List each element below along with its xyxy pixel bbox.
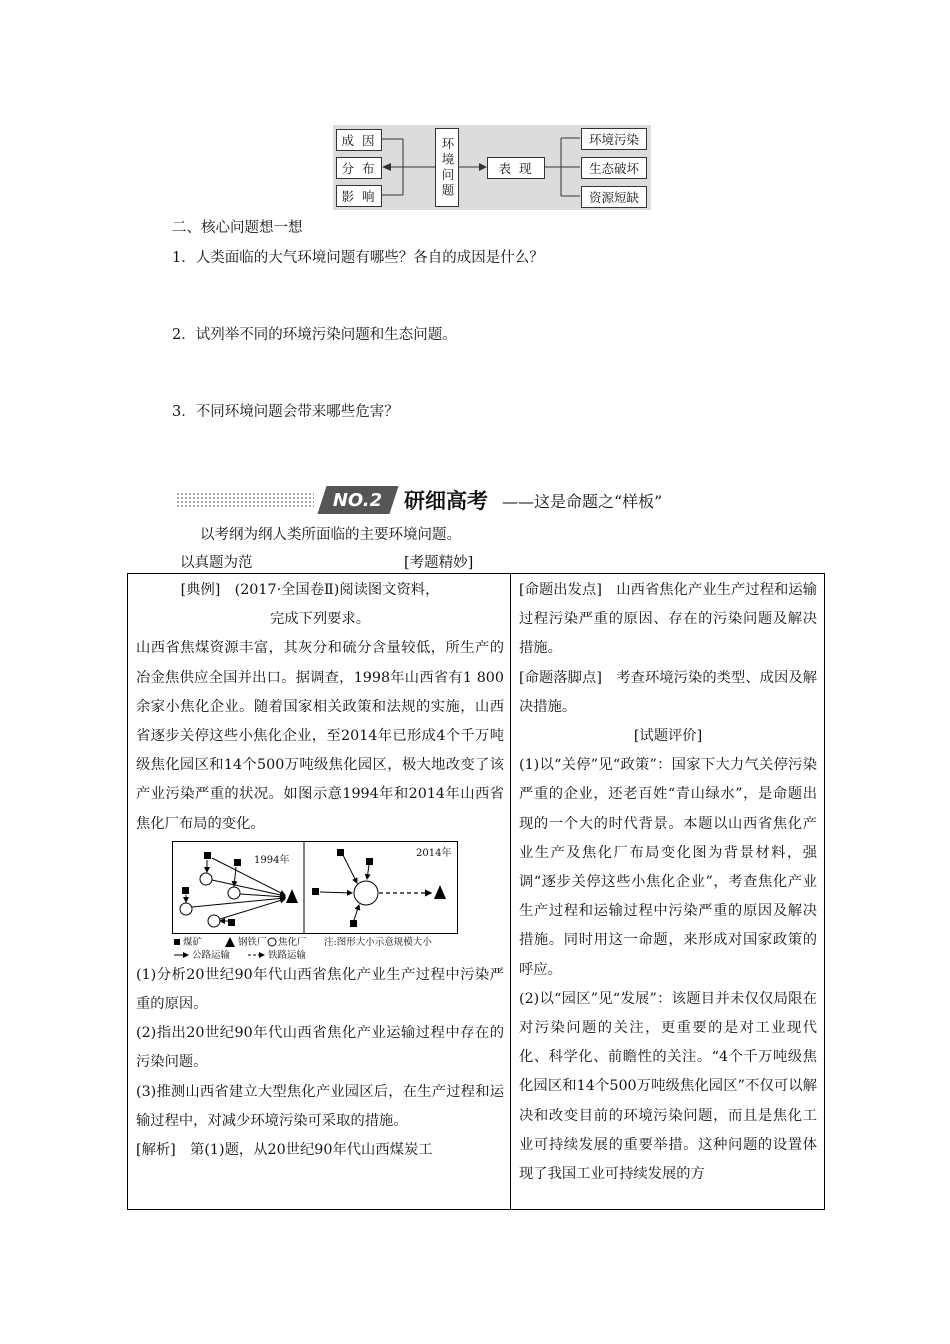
left-column	[136, 576, 504, 1165]
legend-road: 公路运输	[192, 949, 231, 961]
section-banner	[172, 483, 772, 517]
banner-dot-pattern	[176, 492, 314, 508]
diagram-box-ecological-damage: 生态破坏	[581, 157, 647, 179]
evaluation-title: [试题评价]	[633, 728, 703, 745]
question-focus: [命题落脚点] 考查环境污染的类型、成因及解决措施。	[519, 669, 817, 715]
diagram-box-distribution: 分 布	[336, 157, 382, 179]
column-divider	[510, 574, 511, 1209]
coking-layout-map	[172, 841, 458, 961]
example-header-2: 完成下列要求。	[269, 611, 371, 628]
question-origin: [命题出发点] 山西省焦化产业生产过程和运输过程污染严重的原因、存在的污染问题及解决措施。	[519, 582, 817, 657]
banner-title: 研细高考	[404, 489, 488, 513]
banner-subtitle: ——这是命题之“样板”	[502, 492, 663, 511]
map-year-1994: 1994年	[254, 854, 290, 866]
section-heading: 二、核心问题想一想	[172, 220, 303, 236]
sub-question-3: (3)推测山西省建立大型焦化产业园区后，在生产过程和运输过程中，对减少环境污染可采取的措施。	[136, 1083, 504, 1129]
intro-line-2-left: 以真题为范	[180, 555, 253, 571]
diagram-box-manifestation: 表 现	[487, 157, 545, 179]
sub-question-1: (1)分析20世纪90年代山西省焦化产业生产过程中污染严重的原因。	[136, 966, 504, 1013]
diagram-box-resource-shortage: 资源短缺	[581, 186, 647, 208]
question-2: 2．试列举不同的环境污染问题和生态问题。	[172, 327, 457, 343]
legend-coking-plant: 焦化厂	[278, 936, 307, 948]
sub-question-2: (2)指出20世纪90年代山西省焦化产业运输过程中存在的污染问题。	[136, 1025, 504, 1071]
exam-table	[127, 573, 825, 1210]
question-1: 1．人类面临的大气环境问题有哪些？各自的成因是什么？	[172, 250, 544, 266]
legend-note: 注:图形大小示意规模大小	[324, 936, 432, 948]
evaluation-1: (1)以“关停”见“政策”：国家下大力气关停污染严重的企业，还老百姓“青山绿水”，是命题出现的一个大的时代背景。本题以山西省焦化产业生产及焦化厂布局变化图为背景材料，强调“逐步关停这些小焦化企业”，考查焦化产业生产过程和运输过程中污染严重的原因及解决措施。同时用这一命题，来形成对国家政策的呼应。	[519, 757, 817, 978]
legend-steel-plant: 钢铁厂	[238, 936, 267, 948]
legend-coal-mine: 煤矿	[183, 936, 203, 948]
diagram-box-impact: 影 响	[336, 185, 382, 207]
diagram-box-environment-problem: 环境问题	[435, 128, 459, 207]
intro-line-2-right: [考题精妙]	[404, 555, 474, 571]
legend-rail: 铁路运输	[268, 949, 307, 961]
example-material: 山西省焦煤资源丰富，其灰分和硫分含量较低，所生产的冶金焦供应全国并出口。据调查，1998年山西省有1 800余家小焦化企业。随着国家相关政策和法规的实施，山西省逐步关停这些小焦化企业，至2014年已形成4个千万吨级焦化园区和14个500万吨级焦化园区，极大地改变了该产业污染严重的状况。如图示意1994年和2014年山西省焦化厂布局的变化。	[136, 640, 504, 832]
diagram-box-pollution: 环境污染	[581, 128, 647, 150]
intro-line-1: 以考纲为纲人类所面临的主要环境问题。	[200, 527, 461, 543]
diagram-box-cause: 成 因	[336, 129, 382, 151]
map-year-2014: 2014年	[416, 847, 452, 859]
banner-badge	[317, 486, 398, 514]
analysis-start: [解析] 第(1)题，从20世纪90年代山西煤炭工	[136, 1142, 433, 1159]
concept-diagram	[333, 125, 651, 210]
example-header: [典例] (2017·全国卷Ⅱ)阅读图文资料，	[180, 582, 440, 598]
question-3: 3．不同环境问题会带来哪些危害？	[172, 404, 399, 420]
right-column	[519, 576, 817, 1189]
banner-badge-text: NO.2	[333, 489, 383, 511]
evaluation-2: (2)以“园区”见“发展”：该题目并未仅仅局限在对污染问题的关注，更重要的是对工业现代化、科学化、前瞻性的关注。“4个千万吨级焦化园区和14个500万吨级焦化园区”不仅可以解决和改变目前的环境污染问题，而且是焦化工业可持续发展的重要举措。这种问题的设置体现了我国工业可持续发展的方	[519, 990, 817, 1183]
